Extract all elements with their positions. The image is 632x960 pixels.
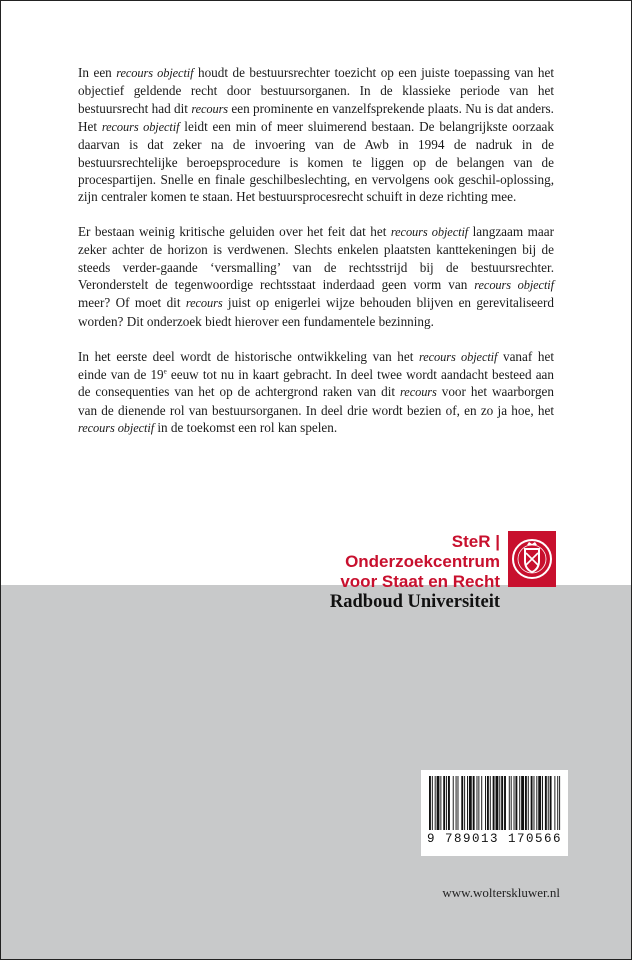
barcode-bar — [435, 776, 436, 830]
barcode-bar — [536, 776, 537, 830]
barcode-bar — [456, 776, 457, 830]
barcode-bar — [481, 776, 482, 830]
barcode-bar — [477, 776, 478, 830]
barcode-bar — [437, 776, 440, 830]
barcode-bar — [473, 776, 475, 830]
barcode-bar — [548, 776, 549, 830]
barcode-bar — [525, 776, 527, 830]
logo-line-3: Radboud Universiteit — [329, 592, 500, 612]
paragraph-3: In het eerste deel wordt de historische ontwikkeling van het recours objectif vanaf het einde van de 19e eeuw tot nu in kaart gebracht. In deel twee wordt aandacht besteed aan de consequenties van het op de achtergrond raken van dit recours voor het waarborgen van de dienende rol van bestuursorganen. In deel drie wordt bezien of, en zo ja hoe, het recours objectif in de toekomst een rol kan spelen. — [78, 348, 555, 435]
barcode-bar — [448, 776, 450, 830]
barcode-bar — [429, 776, 431, 830]
barcode-bar — [487, 776, 489, 830]
paragraph-1: In een recours objectif houdt de bestuursrechter toezicht op een juiste toepassing van het objectief geldende recht door bestuursorganen. In de klassieke periode van het bestuursrecht had dit recours een prominente en vanzelfsprekende plaats. Nu is dat anders. Het recours objectif leidt een min of meer sluimerend bestaan. De belangrijkste oorzaak daarvan is dat zeker na de invoering van de Awb in 1994 de nadruk in de bestuursrechtelijke beroepsprocedure is komen te liggen op de belangen van de procespartijen. Snelle en finale geschilbeslechting, en vervolgens ook geschil-oplossing, zijn centraler komen te staan. Het bestuursprocesrecht schuift in deze richting mee. — [78, 65, 554, 205]
barcode-bar — [496, 776, 499, 830]
barcode-bar — [490, 776, 491, 830]
barcode-bar — [432, 776, 433, 830]
barcode-bar — [446, 776, 447, 830]
institute-logo-text — [300, 532, 500, 612]
back-cover-text — [78, 64, 554, 455]
barcode-bar — [461, 776, 463, 830]
barcode-bar — [511, 776, 512, 830]
barcode-bar — [467, 776, 468, 830]
barcode-bar — [499, 776, 500, 830]
paragraph-2: Er bestaan weinig kritische geluiden over het feit dat het recours objectif langzaam maar zeker achter de horizon is verdwenen. Slechts enkelen plaatsten kanttekeningen bij de steeds verder-gaande ‘versmalling’ van de rechtsstrijd bij de bestuursrechter. Veronderstelt de tegenwoordige rechtsstaat inderdaad geen vorm van recours objectif meer? Of moet dit recours juist op enigerlei wijze behouden blijven en gerevitaliseerd worden? Dit onderzoek biedt hierover een fundamentele bezinning. — [78, 224, 554, 329]
barcode-bar — [443, 776, 445, 830]
barcode-bar — [521, 776, 524, 830]
barcode-bar — [478, 776, 479, 830]
barcode-bar — [550, 776, 552, 830]
barcode-bar — [545, 776, 547, 830]
logo-line-2: voor Staat en Recht — [340, 572, 500, 591]
barcode-bar — [559, 776, 560, 830]
barcode-bar — [464, 776, 465, 830]
publisher-website: www.wolterskluwer.nl — [442, 885, 560, 900]
barcode-bar — [515, 776, 517, 830]
barcode-bar — [557, 776, 558, 830]
barcode-bar — [534, 776, 535, 830]
barcode-bar — [531, 776, 533, 830]
barcode-bar — [509, 776, 510, 830]
barcode-bar — [538, 776, 541, 830]
barcode-bar — [469, 776, 472, 830]
barcode-bar — [514, 776, 515, 830]
barcode-bar — [542, 776, 543, 830]
barcode-bar — [440, 776, 441, 830]
barcode-bar — [485, 776, 486, 830]
barcode-bar — [504, 776, 506, 830]
logo-line-1: SteR | Onderzoekcentrum — [345, 532, 500, 571]
barcode-bar — [519, 776, 520, 830]
barcode-bar — [493, 776, 495, 830]
barcode — [421, 770, 568, 856]
barcode-bar — [458, 776, 459, 830]
university-seal-icon — [508, 531, 556, 587]
barcode-bar — [554, 776, 555, 830]
barcode-bar — [453, 776, 454, 830]
barcode-bar — [501, 776, 503, 830]
isbn-number: 9 789013 170566 — [426, 832, 563, 846]
barcode-bar — [528, 776, 529, 830]
